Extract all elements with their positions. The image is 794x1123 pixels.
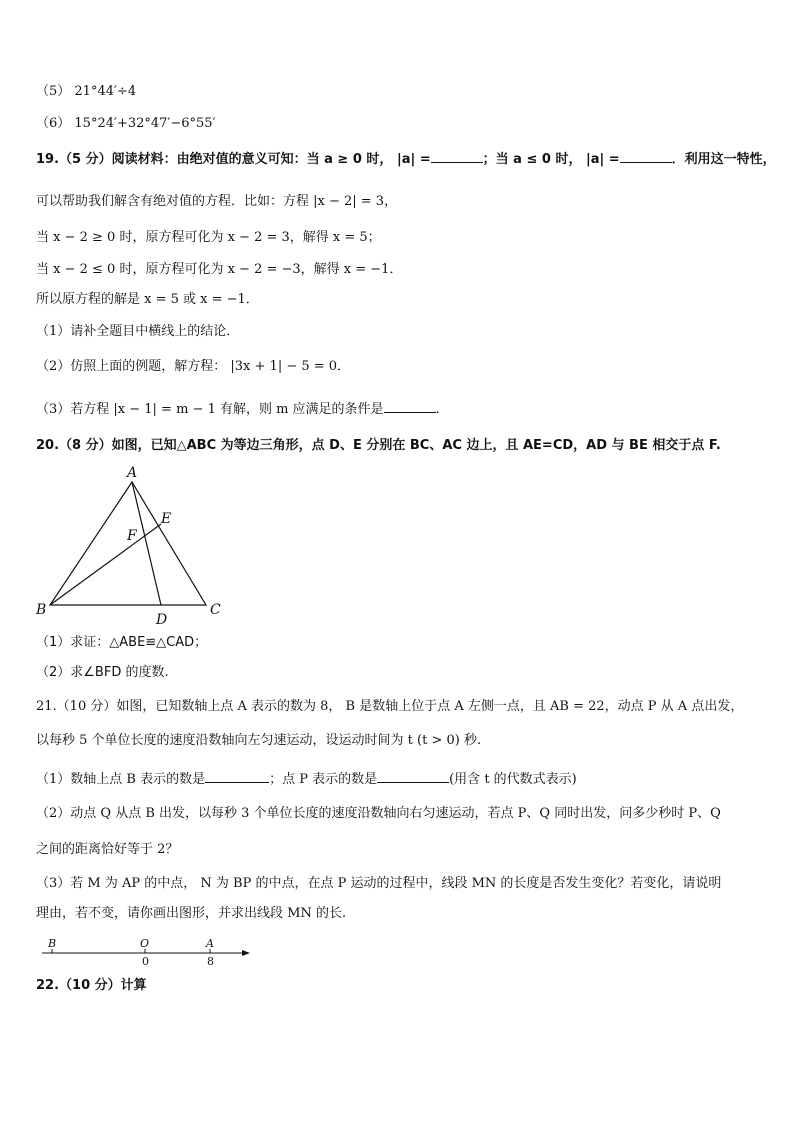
q19-line-2: 可以帮助我们解含有绝对值的方程．比如：方程 |x − 2| = 3， [36,194,398,209]
label-d: D [156,612,168,628]
q21-stem-1: 21.（10 分）如图，已知数轴上点 A 表示的数为 8， B 是数轴上位于点 A 左侧一点，且 AB = 22，动点 P 从 A 点出发， [36,699,744,714]
q19-line-3: 当 x − 2 ≥ 0 时，原方程可化为 x − 2 = 3，解得 x = 5； [36,230,381,245]
q19-line-4: 当 x − 2 ≤ 0 时，原方程可化为 x − 2 = −3，解得 x = −1． [36,262,403,277]
number-line [38,934,258,970]
nl-label-a: A [206,937,214,950]
q21-part-2-b: 之间的距离恰好等于 2？ [36,842,179,857]
q21-part-1 [36,768,774,790]
label-f: F [127,528,137,544]
q19-text-a: 19.（5 分）阅读材料：由绝对值的意义可知：当 a ≥ 0 时， |a| = [36,152,431,167]
label-e: E [161,511,172,527]
q19-part-3-text: （3）若方程 |x − 1| = m − 1 有解，则 m 应满足的条件是 [36,402,384,417]
q22-stem: 22.（10 分）计算 [36,978,147,993]
q21-part-1-text-a: （1）数轴上点 B 表示的数是 [36,772,206,787]
q21-part-2-a: （2）动点 Q 从点 B 出发，以每秒 3 个单位长度的速度沿数轴向右匀速运动，若点 P、Q 同时出发，问多少秒时 P、Q [36,806,721,821]
q19-text-c: ．利用这一特性， [671,152,776,167]
q19-intro [36,148,774,170]
label-b: B [36,602,47,618]
q21-stem-2: 以每秒 5 个单位长度的速度沿数轴向左匀速运动，设运动时间为 t (t > 0) 秒. [36,733,482,748]
item-6: （6） 15°24′+32°47′−6°55′ [36,116,216,131]
nl-label-o: O [140,937,150,950]
label-c: C [210,602,221,618]
q21-part-1-text-b: ；点 P 表示的数是 [269,772,378,787]
triangle-figure [30,462,230,630]
q20-part-1: （1）求证：△ABE≌△CAD； [36,635,208,650]
label-a: A [127,465,138,481]
nl-value-8: 8 [207,955,214,968]
q19-part-1: （1）请补全题目中横线上的结论． [36,324,240,339]
q19-part-3-end: ． [435,402,449,417]
q19-line-5: 所以原方程的解是 x = 5 或 x = −1． [36,292,259,307]
q20-stem: 20.（8 分）如图，已知△ABC 为等边三角形，点 D、E 分别在 BC、AC 边上，且 AE=CD，AD 与 BE 相交于点 F. [36,438,721,453]
q21-part-1-text-c: (用含 t 的代数式表示) [449,772,577,787]
q19-blank-1[interactable] [431,148,483,163]
number-line-arrow [242,950,250,956]
nl-label-b: B [48,937,57,950]
q21-part-3-a: （3）若 M 为 AP 的中点， N 为 BP 的中点，在点 P 运动的过程中，线段 MN 的长度是否发生变化？若变化，请说明 [36,876,722,891]
q21-blank-1[interactable] [205,768,269,783]
q19-text-b: ；当 a ≤ 0 时， |a| = [482,152,620,167]
q19-part-3-blank[interactable] [384,398,436,413]
q19-part-2: （2）仿照上面的例题，解方程： |3x + 1| − 5 = 0． [36,359,351,374]
nl-value-0: 0 [142,955,149,968]
q21-part-3-b: 理由，若不变，请你画出图形，并求出线段 MN 的长. [36,906,347,921]
q19-blank-2[interactable] [620,148,672,163]
segment-be [50,524,161,605]
q20-part-2: （2）求∠BFD 的度数. [36,665,169,680]
item-5: （5） 21°44′÷4 [36,84,137,99]
q19-part-3 [36,398,774,420]
q21-blank-2[interactable] [377,768,449,783]
